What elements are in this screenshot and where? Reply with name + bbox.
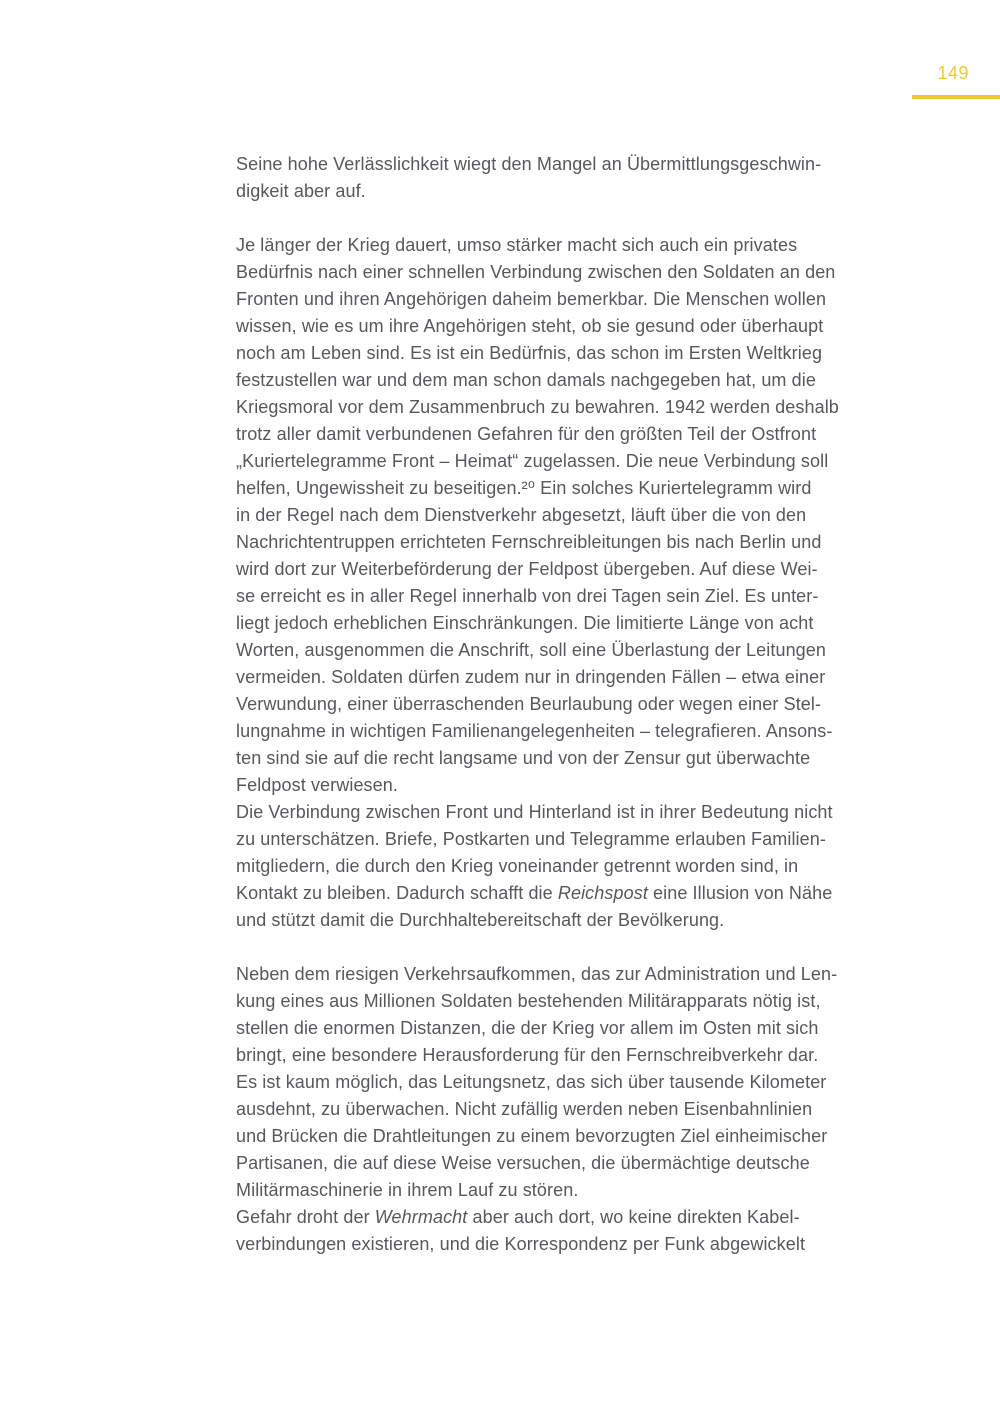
body-text (236, 151, 896, 1258)
text-line: trotz aller damit verbundenen Gefahren für den größten Teil der Ostfront (236, 424, 817, 444)
text-line: Verwundung, einer überraschenden Beurlaubung oder wegen einer Stel- (236, 694, 822, 714)
paragraph (236, 961, 896, 1258)
text-line: vermeiden. Soldaten dürfen zudem nur in dringenden Fällen – etwa einer (236, 667, 826, 687)
text-line: in der Regel nach dem Dienstverkehr abgesetzt, läuft über die von den (236, 505, 807, 525)
text-line: und stützt damit die Durchhaltebereitschaft der Bevölkerung. (236, 910, 725, 930)
text-line: ausdehnt, zu überwachen. Nicht zufällig werden neben Eisenbahnlinien (236, 1099, 813, 1119)
text-line: Je länger der Krieg dauert, umso stärker macht sich auch ein privates (236, 235, 798, 255)
text-line: ten sind sie auf die recht langsame und von der Zensur gut überwachte (236, 748, 811, 768)
paragraph (236, 151, 896, 205)
text-line: mitgliedern, die durch den Krieg voneinander getrennt worden sind, in (236, 856, 799, 876)
text-line: festzustellen war und dem man schon damals nachgegeben hat, um die (236, 370, 816, 390)
text-line: helfen, Ungewissheit zu beseitigen.²⁰ Ein solches Kuriertelegramm wird (236, 478, 812, 498)
text-line: Die Verbindung zwischen Front und Hinterland ist in ihrer Bedeutung nicht (236, 802, 833, 822)
text-line: Kontakt zu bleiben. Dadurch schafft die Reichspost eine Illusion von Nähe (236, 883, 833, 903)
page-number: 149 (937, 63, 969, 83)
text-line: Fronten und ihren Angehörigen daheim bemerkbar. Die Menschen wollen (236, 289, 827, 309)
text-line: stellen die enormen Distanzen, die der Krieg vor allem im Osten mit sich (236, 1018, 819, 1038)
text-line: Es ist kaum möglich, das Leitungsnetz, das sich über tausende Kilometer (236, 1072, 827, 1092)
text-line: Kriegsmoral vor dem Zusammenbruch zu bewahren. 1942 werden deshalb (236, 397, 839, 417)
text-line: Neben dem riesigen Verkehrsaufkommen, das zur Administration und Len- (236, 964, 838, 984)
text-line: „Kuriertelegramme Front – Heimat“ zugelassen. Die neue Verbindung soll (236, 451, 829, 471)
text-line: Worten, ausgenommen die Anschrift, soll eine Überlastung der Leitungen (236, 640, 827, 660)
text-line: liegt jedoch erheblichen Einschränkungen. Die limitierte Länge von acht (236, 613, 814, 633)
text-line: Gefahr droht der Wehrmacht aber auch dort, wo keine direkten Kabel- (236, 1207, 800, 1227)
text-line: Nachrichtentruppen errichteten Fernschreibleitungen bis nach Berlin und (236, 532, 822, 552)
text-line: wissen, wie es um ihre Angehörigen steht, ob sie gesund oder überhaupt (236, 316, 824, 336)
text-line: bringt, eine besondere Herausforderung für den Fernschreibverkehr dar. (236, 1045, 819, 1065)
text-line: und Brücken die Drahtleitungen zu einem bevorzugten Ziel einheimischer (236, 1126, 828, 1146)
text-line: se erreicht es in aller Regel innerhalb von drei Tagen sein Ziel. Es unter- (236, 586, 819, 606)
header-rule (912, 95, 1000, 99)
text-line: lungnahme in wichtigen Familienangelegenheiten – telegrafieren. Ansons- (236, 721, 833, 741)
text-line: digkeit aber auf. (236, 181, 366, 201)
text-line: Militärmaschinerie in ihrem Lauf zu stören. (236, 1180, 579, 1200)
text-line: verbindungen existieren, und die Korrespondenz per Funk abgewickelt (236, 1234, 806, 1254)
text-line: zu unterschätzen. Briefe, Postkarten und Telegramme erlauben Familien- (236, 829, 826, 849)
text-line: Bedürfnis nach einer schnellen Verbindung zwischen den Soldaten an den (236, 262, 836, 282)
text-line: noch am Leben sind. Es ist ein Bedürfnis, das schon im Ersten Weltkrieg (236, 343, 823, 363)
text-line: Feldpost verwiesen. (236, 775, 398, 795)
text-line: kung eines aus Millionen Soldaten bestehenden Militärapparats nötig ist, (236, 991, 821, 1011)
paragraph (236, 232, 896, 934)
text-line: Partisanen, die auf diese Weise versuchen, die übermächtige deutsche (236, 1153, 810, 1173)
text-line: wird dort zur Weiterbeförderung der Feldpost übergeben. Auf diese Wei- (236, 559, 818, 579)
text-line: Seine hohe Verlässlichkeit wiegt den Mangel an Übermittlungsgeschwin- (236, 154, 822, 174)
